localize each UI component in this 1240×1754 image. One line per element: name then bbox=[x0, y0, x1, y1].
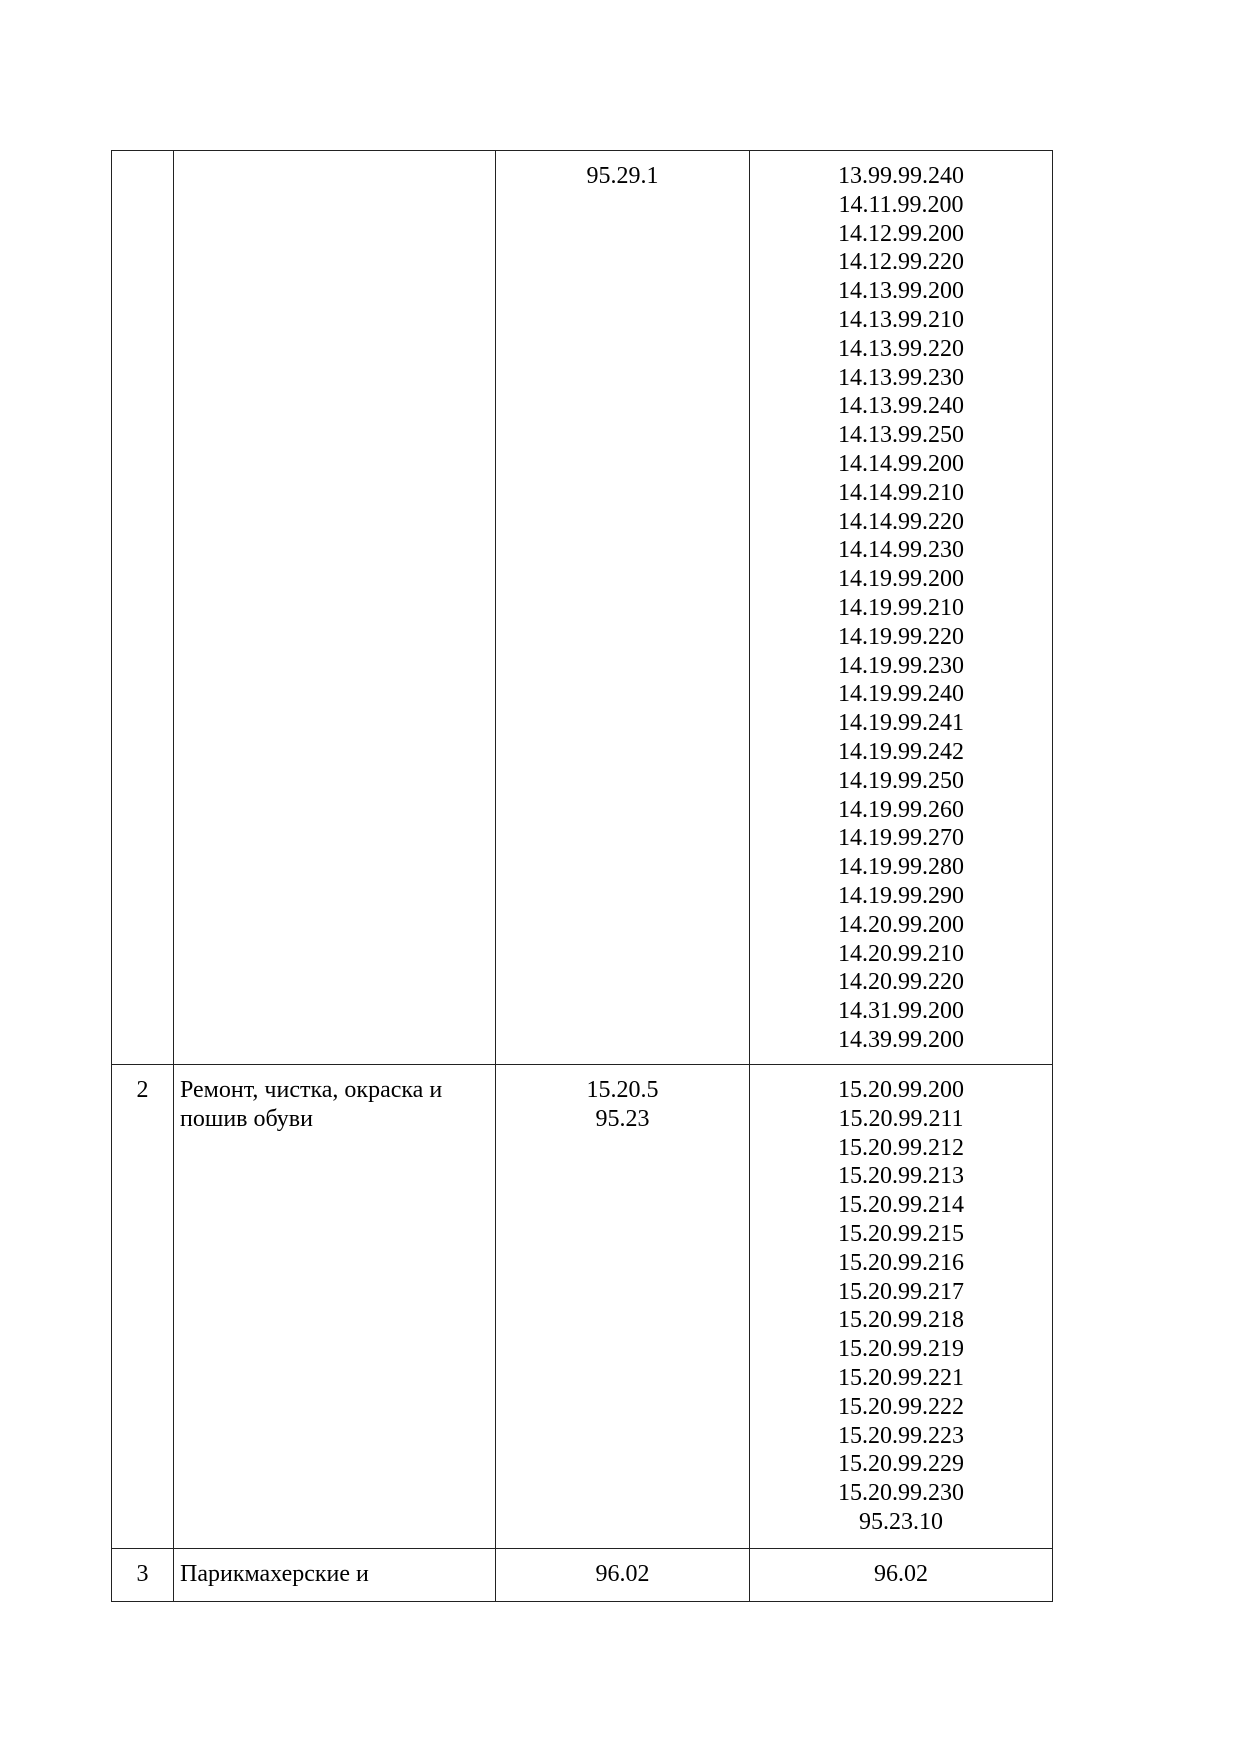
code-item: 14.13.99.210 bbox=[838, 306, 964, 333]
code-item: 14.19.99.240 bbox=[838, 681, 964, 708]
code-item: 15.20.99.230 bbox=[838, 1480, 964, 1507]
code-item: 15.20.5 bbox=[586, 1077, 659, 1103]
table-row bbox=[112, 1549, 1053, 1602]
code-item: 14.19.99.290 bbox=[838, 882, 964, 909]
code-item: 14.12.99.200 bbox=[838, 220, 964, 247]
code-item: 14.31.99.200 bbox=[838, 998, 964, 1025]
code-item: 96.02 bbox=[874, 1561, 928, 1587]
code-item: 15.20.99.218 bbox=[838, 1307, 964, 1334]
code-item: 15.20.99.223 bbox=[838, 1422, 964, 1449]
code-item: 14.19.99.230 bbox=[838, 652, 964, 679]
code-item: 14.20.99.200 bbox=[838, 911, 964, 938]
code-item: 14.19.99.260 bbox=[838, 796, 964, 823]
code-item: 15.20.99.219 bbox=[838, 1336, 964, 1363]
okpd-codes bbox=[750, 151, 1053, 1065]
code-item: 14.19.99.210 bbox=[838, 594, 964, 621]
code-item: 15.20.99.212 bbox=[838, 1134, 964, 1161]
code-item: 14.19.99.242 bbox=[838, 738, 964, 765]
row-number: 2 bbox=[112, 1065, 174, 1549]
code-item: 15.20.99.215 bbox=[838, 1220, 964, 1247]
code-item: 95.29.1 bbox=[586, 163, 659, 189]
code-item: 15.20.99.229 bbox=[838, 1451, 964, 1478]
code-item: 95.23 bbox=[595, 1105, 650, 1132]
code-item: 15.20.99.213 bbox=[838, 1163, 964, 1190]
okpd-codes bbox=[750, 1549, 1053, 1602]
code-item: 13.99.99.240 bbox=[838, 163, 964, 189]
code-item: 14.11.99.200 bbox=[838, 191, 964, 218]
code-item: 14.12.99.220 bbox=[838, 249, 964, 276]
code-item: 14.19.99.220 bbox=[838, 623, 964, 650]
service-name: Парикмахерские и bbox=[174, 1549, 496, 1602]
code-item: 14.13.99.250 bbox=[838, 422, 964, 449]
table-row bbox=[112, 1065, 1053, 1549]
code-item: 14.20.99.210 bbox=[838, 940, 964, 967]
table-row bbox=[112, 151, 1053, 1065]
code-item: 14.20.99.220 bbox=[838, 969, 964, 996]
code-item: 14.14.99.210 bbox=[838, 479, 964, 506]
code-item: 15.20.99.222 bbox=[838, 1393, 964, 1420]
code-item: 15.20.99.221 bbox=[838, 1364, 964, 1391]
code-item: 14.19.99.250 bbox=[838, 767, 964, 794]
code-item: 15.20.99.211 bbox=[838, 1105, 964, 1132]
code-item: 14.19.99.200 bbox=[838, 566, 964, 593]
row-number: 3 bbox=[112, 1549, 174, 1602]
code-item: 14.19.99.270 bbox=[838, 825, 964, 852]
code-item: 14.13.99.200 bbox=[838, 278, 964, 305]
code-item: 14.39.99.200 bbox=[838, 1026, 964, 1053]
code-item: 15.20.99.217 bbox=[838, 1278, 964, 1305]
services-codes-table bbox=[111, 150, 1053, 1602]
code-item: 14.19.99.241 bbox=[838, 710, 964, 737]
service-name bbox=[174, 151, 496, 1065]
code-item: 14.13.99.230 bbox=[838, 364, 964, 391]
code-item: 14.13.99.240 bbox=[838, 393, 964, 420]
code-item: 15.20.99.200 bbox=[838, 1077, 964, 1103]
code-item: 14.13.99.220 bbox=[838, 335, 964, 362]
code-item: 15.20.99.216 bbox=[838, 1249, 964, 1276]
okved-codes bbox=[496, 1065, 750, 1549]
code-item: 14.14.99.220 bbox=[838, 508, 964, 535]
okved-codes bbox=[496, 151, 750, 1065]
row-number bbox=[112, 151, 174, 1065]
code-item: 14.19.99.280 bbox=[838, 854, 964, 881]
code-item: 96.02 bbox=[595, 1561, 650, 1587]
code-item: 14.14.99.230 bbox=[838, 537, 964, 564]
code-item: 14.14.99.200 bbox=[838, 450, 964, 477]
okved-codes bbox=[496, 1549, 750, 1602]
code-item: 95.23.10 bbox=[859, 1508, 943, 1535]
okpd-codes bbox=[750, 1065, 1053, 1549]
code-item: 15.20.99.214 bbox=[838, 1192, 964, 1219]
service-name: Ремонт, чистка, окраска и пошив обуви bbox=[174, 1065, 496, 1549]
